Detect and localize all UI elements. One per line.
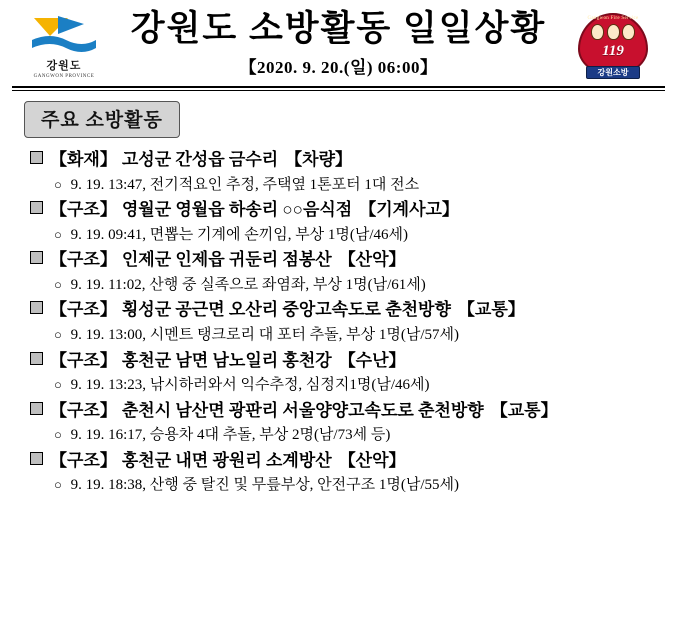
list-item — [16, 298, 667, 346]
item-category: 【구조】 — [50, 450, 117, 470]
item-place: 인제군 인제읍 귀둔리 점봉산 — [121, 250, 332, 270]
emblem-figure-right — [622, 24, 635, 40]
item-detail-row — [54, 374, 667, 397]
item-detail-row — [54, 274, 667, 297]
square-bullet-icon — [30, 452, 43, 465]
emblem-banner: 강원소방 — [586, 66, 640, 79]
circle-bullet-icon: ○ — [54, 176, 62, 192]
item-place: 영월군 영월읍 하송리 ○○음식점 — [121, 200, 353, 220]
item-detail-text: 9. 19. 18:38, 산행 중 탈진 및 무릎부상, 안전구조 1명(남/55세) — [70, 477, 460, 494]
item-place: 고성군 간성읍 금수리 — [121, 150, 279, 169]
circle-bullet-icon: ○ — [54, 477, 62, 493]
square-bullet-icon — [30, 301, 43, 314]
page-subtitle-datetime: 【2020. 9. 20.(일) 06:00】 — [239, 57, 438, 77]
item-tag: 【교통】 — [490, 400, 558, 420]
item-category: 【구조】 — [50, 250, 117, 270]
item-detail-text: 9. 19. 13:00, 시멘트 탱크로리 대 포터 추돌, 부상 1명(남/57세) — [70, 327, 460, 344]
gangwon-province-logo — [16, 14, 112, 79]
list-item — [16, 399, 667, 447]
item-tag: 【산악】 — [338, 450, 406, 470]
province-logo-subcaption: GANGWON PROVINCE — [33, 73, 95, 79]
list-item — [16, 349, 667, 397]
title-block — [112, 10, 565, 78]
circle-bullet-icon: ○ — [54, 276, 62, 292]
item-category: 【화재】 — [50, 150, 117, 169]
activity-list — [16, 148, 667, 497]
emblem-figure-mid — [607, 24, 620, 40]
item-tag: 【수난】 — [338, 350, 406, 370]
item-place: 춘천시 남산면 광판리 서울양양고속도로 춘천방향 — [121, 400, 484, 420]
emblem-figure-left — [591, 24, 604, 40]
list-item — [16, 148, 667, 196]
item-place: 홍천군 내면 광원리 소계방산 — [121, 450, 332, 470]
item-headline — [16, 399, 667, 424]
item-category: 【구조】 — [50, 350, 117, 370]
square-bullet-icon — [30, 402, 43, 415]
province-logo-mark — [28, 14, 100, 56]
item-headline — [16, 198, 667, 223]
item-headline — [16, 349, 667, 374]
document-header — [10, 0, 667, 86]
item-tag: 【차량】 — [285, 150, 353, 169]
item-detail-row — [54, 474, 667, 497]
item-detail-text: 9. 19. 11:02, 산행 중 실족으로 좌염좌, 부상 1명(남/61세) — [70, 276, 426, 293]
item-tag: 【교통】 — [457, 300, 525, 320]
circle-bullet-icon: ○ — [54, 226, 62, 242]
item-tag: 【기계사고】 — [359, 200, 459, 220]
item-detail-text: 9. 19. 16:17, 승용차 4대 추돌, 부상 2명(남/73세 등) — [70, 427, 391, 444]
emblem-firefighters-icon — [591, 24, 635, 44]
list-item — [16, 449, 667, 497]
square-bullet-icon — [30, 201, 43, 214]
item-category: 【구조】 — [50, 300, 117, 320]
emblem-graphic — [574, 11, 652, 81]
list-item — [16, 248, 667, 296]
square-bullet-icon — [30, 151, 43, 164]
page-title: 강원도 소방활동 일일상황 — [130, 9, 547, 49]
item-headline — [16, 298, 667, 323]
square-bullet-icon — [30, 352, 43, 365]
province-logo-caption: 강원도 — [46, 59, 82, 72]
item-headline — [16, 449, 667, 474]
item-category: 【구조】 — [50, 200, 117, 220]
item-detail-row — [54, 224, 667, 247]
circle-bullet-icon: ○ — [54, 427, 62, 443]
item-headline — [16, 148, 667, 173]
circle-bullet-icon: ○ — [54, 377, 62, 393]
item-detail-text: 9. 19. 09:41, 면뽑는 기계에 손끼임, 부상 1명(남/46세) — [70, 226, 409, 243]
item-detail-row — [54, 174, 667, 197]
circle-bullet-icon: ○ — [54, 327, 62, 343]
item-category: 【구조】 — [50, 400, 117, 420]
fire-service-emblem — [565, 11, 661, 81]
item-place: 횡성군 공근면 오산리 중앙고속도로 춘천방향 — [121, 300, 451, 320]
item-headline — [16, 248, 667, 273]
section-heading: 주요 소방활동 — [24, 101, 180, 138]
item-detail-text: 9. 19. 13:23, 낚시하러와서 익수추정, 심정지1명(남/46세) — [70, 377, 430, 394]
header-divider — [12, 86, 665, 91]
emblem-number: 119 — [602, 43, 624, 59]
item-detail-row — [54, 424, 667, 447]
square-bullet-icon — [30, 251, 43, 264]
item-place: 홍천군 남면 남노일리 홍천강 — [121, 350, 332, 370]
item-detail-text: 9. 19. 13:47, 전기적요인 추정, 주택옆 1톤포터 1대 전소 — [70, 176, 420, 193]
list-item — [16, 198, 667, 246]
emblem-top-text: Gangwon Fire Service — [587, 16, 639, 21]
item-tag: 【산악】 — [338, 250, 406, 270]
item-detail-row — [54, 324, 667, 347]
